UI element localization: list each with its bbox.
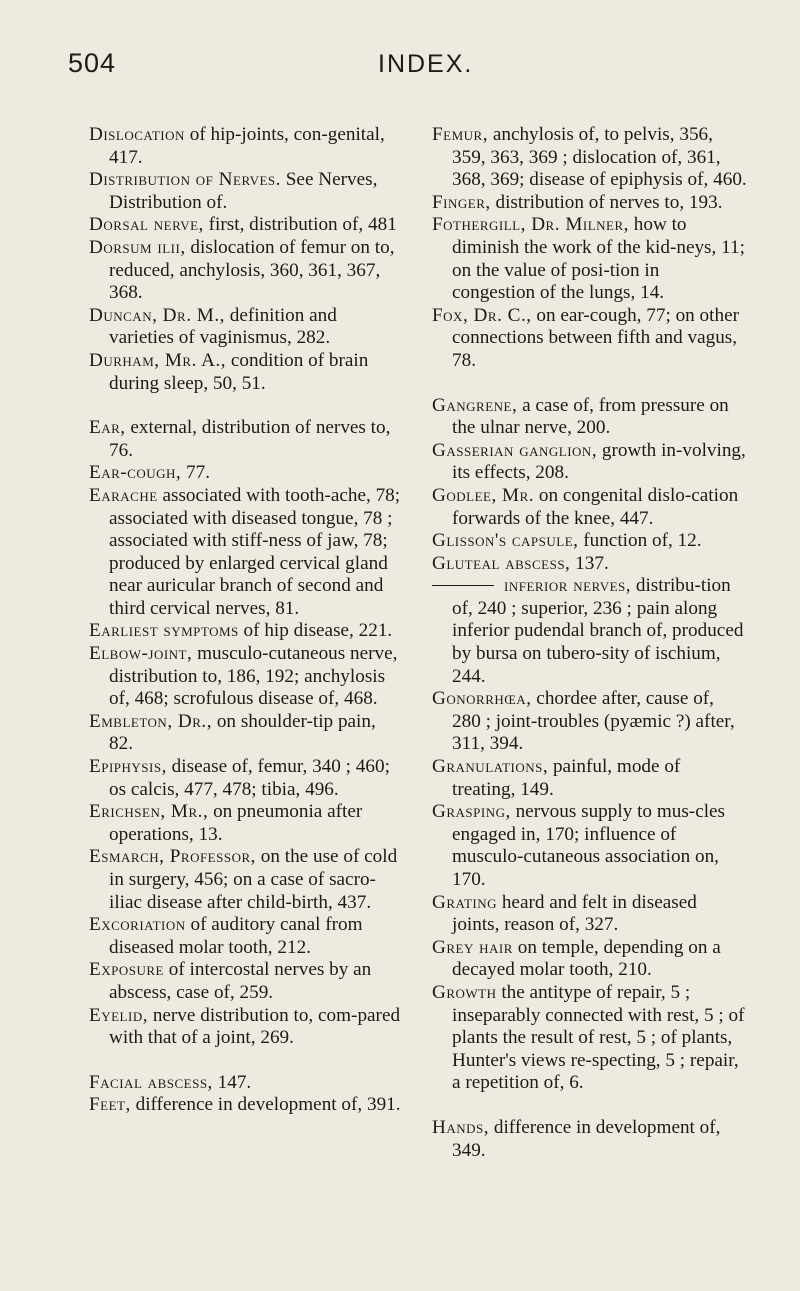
index-entry-text: associated with tooth-ache, 78; associated with diseased tongue, 78 ; associated with stiff-ness of jaw, 78; produced by enlarged cervical gland near auricular branch of second and third cervical nerves, 81.	[109, 484, 401, 619]
index-entry-text: disease of, femur, 340 ; 460; os calcis, 477, 478; tibia, 496.	[109, 756, 390, 800]
index-headword: Hands,	[432, 1116, 490, 1138]
index-headword: Glisson's capsule,	[432, 530, 579, 552]
index-headword: Esmarch, Professor,	[89, 846, 256, 868]
index-entry-text: nervous supply to mus-cles engaged in, 170; influence of musculo-cutaneous association on, 170.	[452, 801, 726, 890]
index-entry-text: heard and felt in diseased joints, reason of, 327.	[452, 891, 697, 936]
index-entry-text: See Nerves, Distribution of.	[109, 169, 378, 213]
index-entry-text: on pneumonia after operations, 13.	[109, 801, 363, 845]
index-entry	[432, 305, 747, 373]
index-headword: Facial abscess,	[89, 1071, 213, 1093]
index-entry	[89, 485, 401, 621]
index-entry	[432, 982, 747, 1095]
index-entry-text: of hip disease, 221.	[238, 620, 393, 642]
index-entry	[89, 305, 401, 350]
index-entry	[89, 620, 401, 643]
index-entry-text: on the use of cold in surgery, 456; on a case of sacro-iliac disease after child-birth, 437.	[109, 846, 398, 913]
index-entry	[89, 846, 401, 914]
index-entry-text: condition of brain during sleep, 50, 51.	[109, 349, 369, 394]
index-entry-text: on temple, depending on a decayed molar tooth, 210.	[452, 936, 721, 981]
index-entry	[432, 485, 747, 530]
index-headword: Eyelid,	[89, 1004, 149, 1026]
index-entry-text: of auditory canal from diseased molar tooth, 212.	[109, 914, 363, 958]
index-headword: Godlee, Mr.	[432, 484, 535, 506]
index-headword: Excoriation	[89, 914, 186, 936]
index-entry	[432, 553, 747, 576]
index-entry-text: 137.	[570, 552, 609, 574]
index-headword: Ear-cough,	[89, 462, 182, 484]
index-headword: Erichsen, Mr.,	[89, 801, 209, 823]
index-headword: Feet,	[89, 1094, 131, 1116]
index-headword: Distribution of Nerves.	[89, 169, 281, 191]
index-entry-text: first, distribution of, 481	[203, 214, 397, 236]
index-headword: Grasping,	[432, 801, 511, 823]
index-entry-text: of intercostal nerves by an abscess, case of, 259.	[109, 959, 372, 1003]
index-headword: Granulations,	[432, 756, 549, 778]
index-headword: Elbow-joint,	[89, 643, 193, 665]
index-headword: Fothergill, Dr. Milner,	[432, 214, 629, 236]
index-entry-text: the antitype of repair, 5 ; inseparably connected with rest, 5 ; of plants the result of rest, 5 ; of plants, Hunter's views re-specting, 5 ; repair, a repetition of, 6.	[452, 981, 745, 1094]
index-headword: Gasserian ganglion,	[432, 439, 598, 461]
index-entry	[89, 124, 401, 169]
index-headword: Finger,	[432, 191, 491, 213]
index-entry-text: growth in-volving, its effects, 208.	[452, 439, 746, 484]
index-headword: Gonorrhœa,	[432, 688, 532, 710]
index-entry-text: a case of, from pressure on the ulnar nerve, 200.	[452, 394, 729, 439]
index-headword: Gangrene,	[432, 394, 518, 416]
index-entry	[432, 937, 747, 982]
index-entry-text: painful, mode of treating, 149.	[452, 756, 681, 800]
index-headword: Duncan, Dr. M.,	[89, 304, 225, 326]
index-entry	[432, 440, 747, 485]
index-headword: Ear,	[89, 417, 126, 439]
index-entry	[432, 892, 747, 937]
index-headword: Earliest symptoms	[89, 620, 239, 642]
index-headword: Dorsum ilii,	[89, 236, 186, 258]
index-entry	[89, 914, 401, 959]
index-entry	[89, 350, 401, 395]
index-entry-text: function of, 12.	[578, 530, 702, 552]
index-entry-text: how to diminish the work of the kid-neys, 11; on the value of posi-tion in congestion of the lungs, 14.	[452, 214, 745, 304]
index-entry	[432, 214, 747, 304]
index-headword: Femur,	[432, 124, 489, 145]
index-entry-text: of hip-joints, con-genital, 417.	[109, 124, 385, 168]
index-headword: Growth	[432, 981, 497, 1003]
index-entry	[89, 801, 401, 846]
index-entry-text: on congenital dislo-cation forwards of the knee, 447.	[452, 484, 739, 529]
index-column-left	[89, 124, 401, 1117]
index-entry-text: anchylosis of, to pelvis, 356, 359, 363, 369 ; dislocation of, 361, 368, 369; disease of epiphysis of, 460.	[452, 124, 747, 191]
index-entry	[89, 1094, 401, 1117]
index-entry-text: 77.	[181, 462, 210, 484]
index-entry	[89, 643, 401, 711]
index-headword: Epiphysis,	[89, 756, 167, 778]
index-entry	[89, 756, 401, 801]
index-entry	[89, 959, 401, 1004]
index-entry-text: on shoulder-tip pain, 82.	[109, 710, 376, 755]
index-entry	[89, 214, 401, 237]
index-entry	[432, 395, 747, 440]
page-header	[68, 48, 728, 88]
index-entry-text: dislocation of femur on to, reduced, anchylosis, 360, 361, 367, 368.	[109, 236, 395, 304]
page-number: 504	[68, 48, 117, 78]
index-entry	[432, 688, 747, 756]
ditto-dash	[432, 585, 494, 586]
index-headword: Grating	[432, 891, 498, 913]
index-entry-text: distribu-tion of, 240 ; superior, 236 ; pain along inferior pudendal branch of, produced by bursa on tubero-sity of ischium, 244.	[452, 575, 744, 687]
index-entry-text: difference in development of, 391.	[130, 1094, 401, 1116]
index-entry	[89, 711, 401, 756]
index-entry	[89, 169, 401, 214]
index-entry	[432, 1117, 747, 1162]
index-entry-text: 147.	[212, 1071, 252, 1093]
index-headword: Fox, Dr. C.,	[432, 304, 532, 326]
index-headword: Dorsal nerve,	[89, 214, 204, 236]
index-entry-text: nerve distribution to, com-pared with that of a joint, 269.	[109, 1004, 401, 1049]
index-entry-text: on ear-cough, 77; on other connections between fifth and vagus, 78.	[452, 304, 739, 371]
index-entry-text: distribution of nerves to, 193.	[490, 191, 723, 213]
index-entry-text: chordee after, cause of, 280 ; joint-troubles (pyæmic ?) after, 311, 394.	[452, 688, 735, 755]
index-entry	[89, 462, 401, 485]
index-headword: Grey hair	[432, 936, 513, 958]
index-headword: Exposure	[89, 959, 164, 981]
index-entry-text: external, distribution of nerves to, 76.	[109, 417, 391, 461]
index-entry	[432, 124, 747, 192]
index-headword: Gluteal abscess,	[432, 552, 571, 574]
index-entry	[89, 1005, 401, 1050]
index-headword: Embleton, Dr.,	[89, 710, 213, 732]
index-headword: inferior nerves,	[504, 575, 632, 597]
index-entry-text: definition and varieties of vaginismus, 282.	[109, 304, 337, 349]
index-entry	[432, 575, 747, 688]
index-column-right	[432, 124, 747, 1162]
index-entry	[89, 237, 401, 305]
index-entry-text: difference in development of, 349.	[452, 1116, 721, 1161]
index-entry	[432, 801, 747, 891]
index-headword: Dislocation	[89, 124, 185, 145]
index-entry	[432, 530, 747, 553]
index-entry	[432, 756, 747, 801]
index-entry	[89, 1072, 401, 1095]
index-entry	[432, 192, 747, 215]
index-headword: Earache	[89, 484, 158, 506]
index-entry	[89, 417, 401, 462]
index-entry-text: musculo-cutaneous nerve, distribution to, 186, 192; anchylosis of, 468; scrofulous disease of, 468.	[109, 643, 398, 710]
index-headword: Durham, Mr. A.,	[89, 349, 227, 371]
page-title: INDEX.	[378, 50, 474, 78]
